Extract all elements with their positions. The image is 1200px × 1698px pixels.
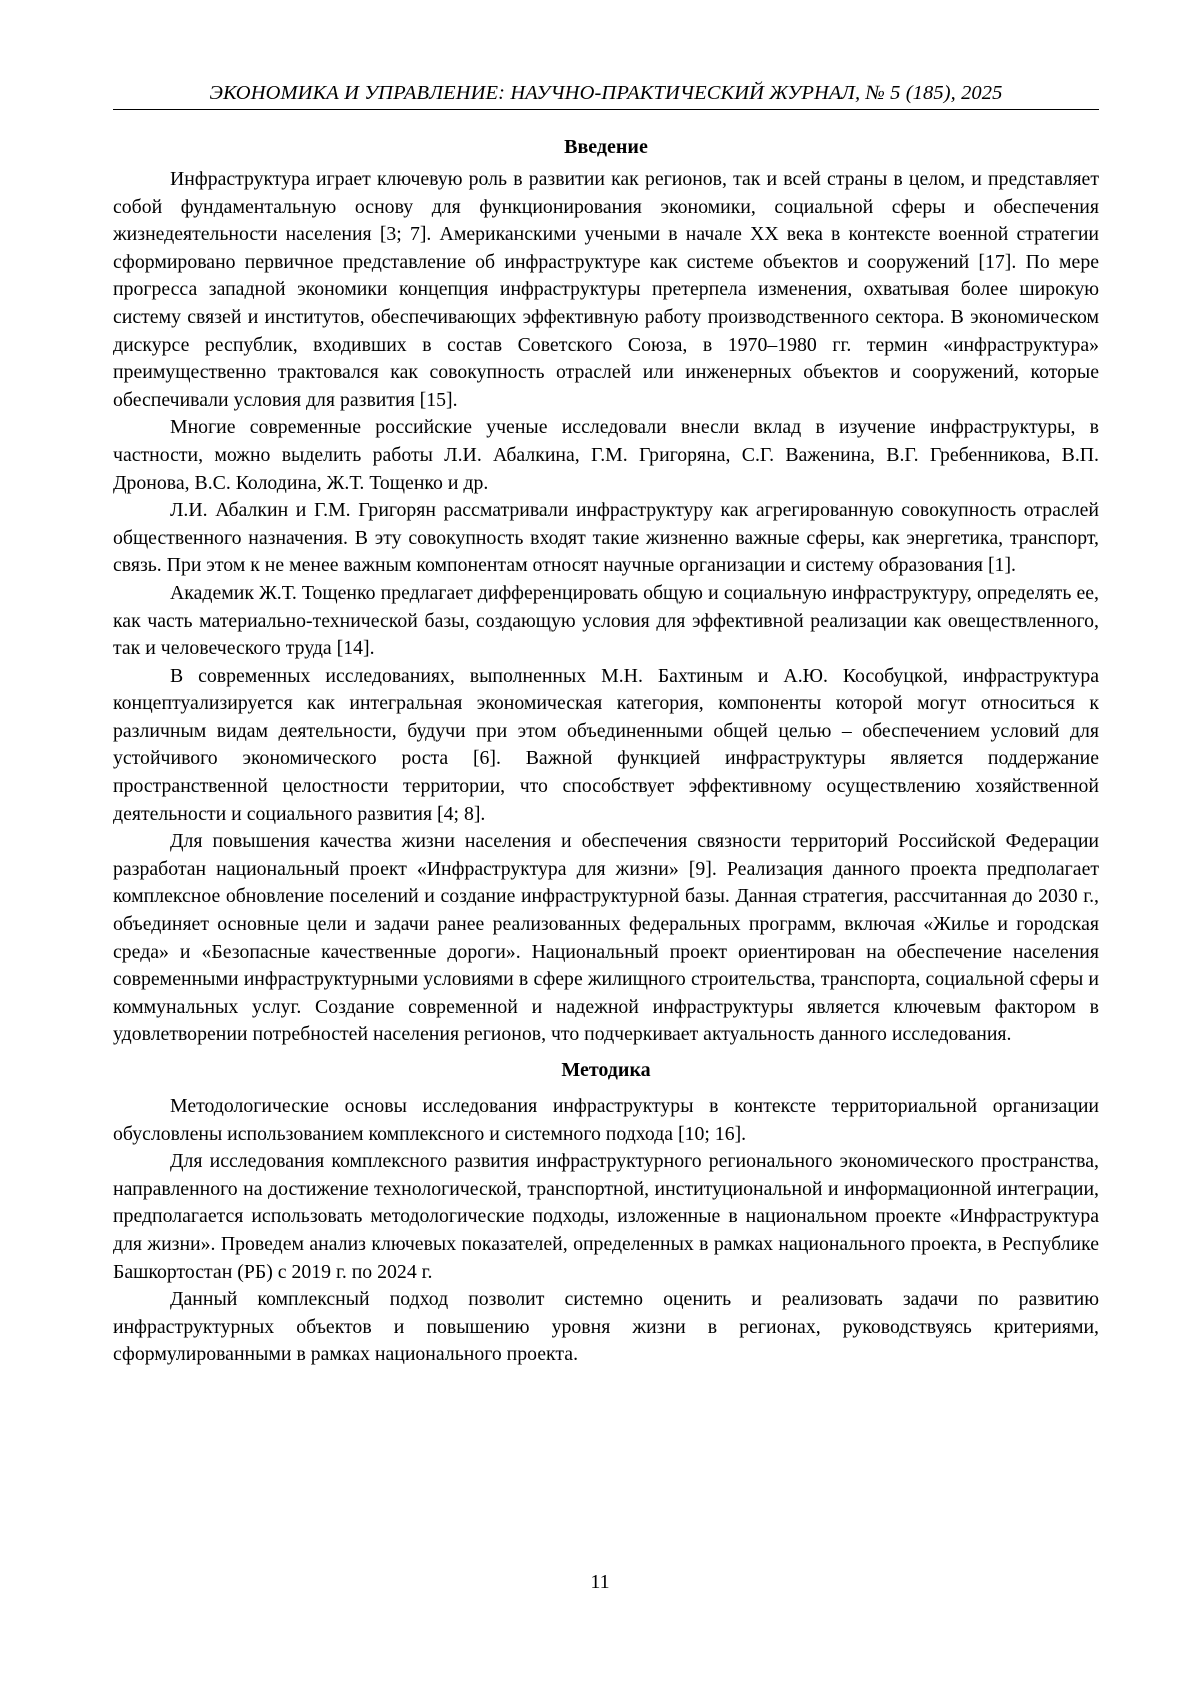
paragraph: Многие современные российские ученые исследовали внесли вклад в изучение инфраструктуры, в частности, можно выделить работы Л.И. Абалкина, Г.М. Григоряна, С.Г. Важенина, В.Г. Гребенникова, В.П. Дронова, В.С. Колодина, Ж.Т. Тощенко и др.	[113, 414, 1099, 497]
paragraph: Для повышения качества жизни населения и обеспечения связности территорий Российской Федерации разработан национальный проект «Инфраструктура для жизни» [9]. Реализация данного проекта предполагает комплексное обновление поселений и создание инфраструктурной базы. Данная стратегия, рассчитанная до 2030 г., объединяет основные цели и задачи ранее реализованных федеральных программ, включая «Жилье и городская среда» и «Безопасные качественные дороги». Национальный проект ориентирован на обеспечение населения современными инфраструктурными условиями в сфере жилищного строительства, транспорта, социальной сферы и коммунальных услуг. Создание современной и надежной инфраструктуры является ключевым фактором в удовлетворении потребностей населения регионов, что подчеркивает актуальность данного исследования.	[113, 828, 1099, 1049]
running-header: ЭКОНОМИКА И УПРАВЛЕНИЕ: НАУЧНО-ПРАКТИЧЕСКИЙ ЖУРНАЛ, № 5 (185), 2025	[113, 80, 1099, 110]
page-number: 11	[0, 1570, 1200, 1594]
paragraph: Академик Ж.Т. Тощенко предлагает дифференцировать общую и социальную инфраструктуру, определять ее, как часть материально-технической базы, создающую условия для эффективной реализации как овеществленного, так и человеческого труда [14].	[113, 580, 1099, 663]
paragraph: В современных исследованиях, выполненных М.Н. Бахтиным и А.Ю. Кособуцкой, инфраструктура концептуализируется как интегральная экономическая категория, компоненты которой могут относиться к различным видам деятельности, будучи при этом объединенными общей целью – обеспечением условий для устойчивого экономического роста [6]. Важной функцией инфраструктуры является поддержание пространственной целостности территории, что способствует эффективному осуществлению хозяйственной деятельности и социального развития [4; 8].	[113, 663, 1099, 829]
paragraph: Инфраструктура играет ключевую роль в развитии как регионов, так и всей страны в целом, и представляет собой фундаментальную основу для функционирования экономики, социальной сферы и обеспечения жизнедеятельности населения [3; 7]. Американскими учеными в начале XX века в контексте военной стратегии сформировано первичное представление об инфраструктуре как системе объектов и сооружений [17]. По мере прогресса западной экономики концепция инфраструктуры претерпела изменения, охватывая более широкую систему связей и институтов, обеспечивающих эффективную работу производственного сектора. В экономическом дискурсе республик, входивших в состав Советского Союза, в 1970–1980 гг. термин «инфраструктура» преимущественно трактовался как совокупность отраслей или инженерных объектов и сооружений, которые обеспечивали условия для развития [15].	[113, 166, 1099, 414]
paragraph: Для исследования комплексного развития инфраструктурного регионального экономического пространства, направленного на достижение технологической, транспортной, институциональной и информационной интеграции, предполагается использовать методологические подходы, изложенные в национальном проекте «Инфраструктура для жизни». Проведем анализ ключевых показателей, определенных в рамках национального проекта, в Республике Башкортостан (РБ) с 2019 г. по 2024 г.	[113, 1148, 1099, 1286]
journal-page	[113, 80, 1099, 1369]
paragraph: Л.И. Абалкин и Г.М. Григорян рассматривали инфраструктуру как агрегированную совокупность отраслей общественного назначения. В эту совокупность входят такие жизненно важные сферы, как энергетика, транспорт, связь. При этом к не менее важным компонентам относят научные организации и систему образования [1].	[113, 497, 1099, 580]
section-heading-introduction: Введение	[113, 134, 1099, 160]
paragraph: Методологические основы исследования инфраструктуры в контексте территориальной организации обусловлены использованием комплексного и системного подхода [10; 16].	[113, 1093, 1099, 1148]
section-heading-methodology: Методика	[113, 1057, 1099, 1083]
paragraph: Данный комплексный подход позволит системно оценить и реализовать задачи по развитию инфраструктурных объектов и повышению уровня жизни в регионах, руководствуясь критериями, сформулированными в рамках национального проекта.	[113, 1286, 1099, 1369]
